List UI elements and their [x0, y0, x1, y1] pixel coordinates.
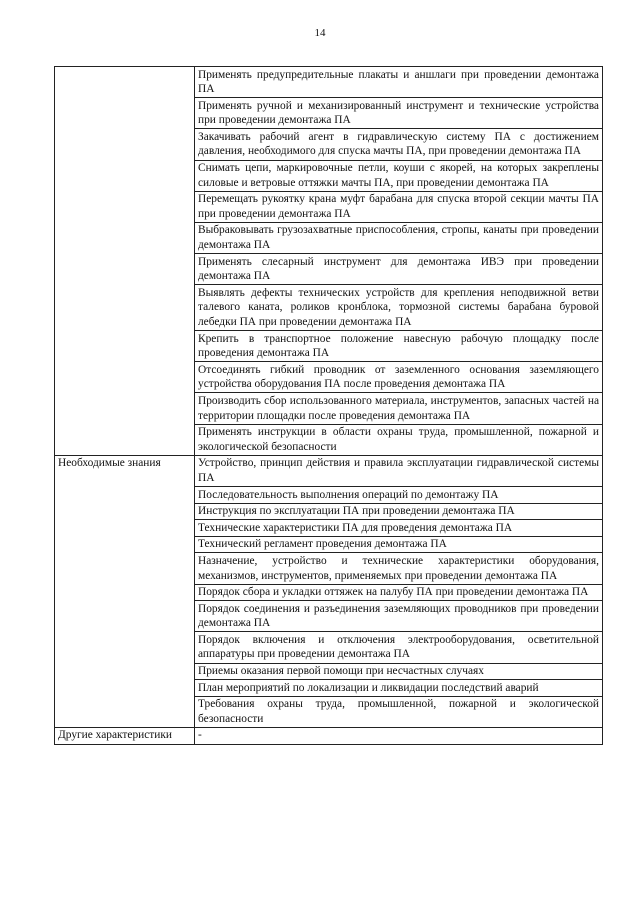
skills-item: Отсоединять гибкий проводник от заземленного основания заземляющего устройства оборудования ПА после проведения демонтажа ПА: [195, 362, 603, 393]
other-characteristics-row: [55, 727, 603, 744]
knowledge-item: Технический регламент проведения демонтажа ПА: [195, 536, 603, 553]
skills-item: Закачивать рабочий агент в гидравлическую систему ПА с достижением давления, необходимого для спуска мачты ПА, при проведении демонтажа ПА: [195, 129, 603, 160]
labor-function-table: [54, 66, 603, 745]
other-label-cell: Другие характеристики: [55, 727, 195, 744]
knowledge-item: Порядок включения и отключения электрооборудования, осветительной аппаратуры при проведении демонтажа ПА: [195, 632, 603, 663]
knowledge-item: План мероприятий по локализации и ликвидации последствий аварий: [195, 680, 603, 697]
knowledge-item: Технические характеристики ПА для проведения демонтажа ПА: [195, 520, 603, 537]
skills-item: Снимать цепи, маркировочные петли, коуши с якорей, на которых закреплены силовые и ветровые оттяжки мачты ПА, при проведении демонтажа ПА: [195, 160, 603, 191]
knowledge-item: Приемы оказания первой помощи при несчастных случаях: [195, 663, 603, 680]
skills-item: Перемещать рукоятку крана муфт барабана для спуска второй секции мачты ПА при проведении демонтажа ПА: [195, 191, 603, 222]
skills-item: Применять слесарный инструмент для демонтажа ИВЭ при проведении демонтажа ПА: [195, 254, 603, 285]
skills-item: Крепить в транспортное положение навесную рабочую площадку после проведения демонтажа ПА: [195, 331, 603, 362]
page-number: 14: [314, 27, 326, 39]
skills-row: [55, 67, 603, 98]
skills-item: Производить сбор использованного материала, инструментов, запасных частей на территории площадки после проведения демонтажа ПА: [195, 393, 603, 424]
skills-item: Применять предупредительные плакаты и аншлаги при проведении демонтажа ПА: [195, 67, 603, 98]
knowledge-item: Порядок сбора и укладки оттяжек на палубу ПА при проведении демонтажа ПА: [195, 584, 603, 601]
knowledge-item: Последовательность выполнения операций по демонтажу ПА: [195, 487, 603, 504]
skills-item: Выбраковывать грузозахватные приспособления, стропы, канаты при проведении демонтажа ПА: [195, 222, 603, 253]
skills-label-cell: [55, 67, 195, 456]
skills-item: Применять ручной и механизированный инструмент и технические устройства при проведении демонтажа ПА: [195, 98, 603, 129]
knowledge-item: Устройство, принцип действия и правила эксплуатации гидравлической системы ПА: [195, 455, 603, 486]
knowledge-item: Порядок соединения и разъединения заземляющих проводников при проведении демонтажа ПА: [195, 601, 603, 632]
knowledge-item: Требования охраны труда, промышленной, пожарной и экологической безопасности: [195, 696, 603, 727]
knowledge-item: Назначение, устройство и технические характеристики оборудования, механизмов, инструментов, применяемых при проведении демонтажа ПА: [195, 553, 603, 584]
knowledge-label-cell: Необходимые знания: [55, 455, 195, 727]
skills-item: Применять инструкции в области охраны труда, промышленной, пожарной и экологической безопасности: [195, 424, 603, 455]
knowledge-item: Инструкция по эксплуатации ПА при проведении демонтажа ПА: [195, 503, 603, 520]
knowledge-row: [55, 455, 603, 486]
other-value-cell: -: [195, 727, 603, 744]
skills-item: Выявлять дефекты технических устройств для крепления неподвижной ветви талевого каната, роликов кронблока, тормозной системы барабана буровой лебедки ПА при проведении демонтажа ПА: [195, 285, 603, 331]
